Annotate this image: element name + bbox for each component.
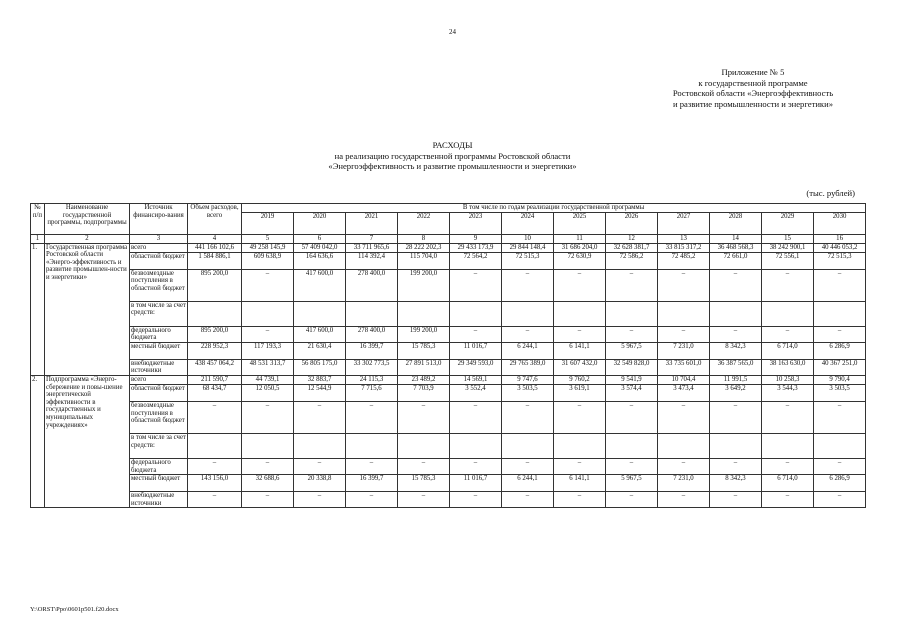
- header-year: 2025: [554, 212, 606, 234]
- year-value: 44 739,1: [242, 375, 294, 384]
- column-number: 6: [294, 234, 346, 243]
- column-number: 11: [554, 234, 606, 243]
- year-value: –: [814, 326, 866, 342]
- year-value: 417 600,0: [294, 326, 346, 342]
- funding-source: в том числе за счет средств:: [130, 433, 188, 458]
- year-value: [762, 433, 814, 458]
- year-value: 3 473,4: [658, 384, 710, 401]
- year-value: –: [658, 401, 710, 433]
- column-number: 3: [130, 234, 188, 243]
- file-path-footer: Y:\ORST\Ppo\0601p501.f20.docx: [30, 606, 119, 613]
- year-value: 33 302 773,5: [346, 359, 398, 375]
- funding-source: безвозмездные поступления в областной бюджет: [130, 401, 188, 433]
- total-volume: 895 200,0: [188, 269, 242, 301]
- year-value: [346, 301, 398, 326]
- year-value: 6 141,1: [554, 342, 606, 359]
- year-value: 6 244,1: [502, 342, 554, 359]
- table-row: [31, 458, 866, 474]
- appendix-line-2: к государственной программе: [698, 77, 808, 88]
- column-number: 9: [450, 234, 502, 243]
- header-name: Наименование государственной программы, подпрограммы: [45, 204, 130, 235]
- year-value: 29 433 173,9: [450, 243, 502, 252]
- year-value: 3 574,4: [606, 384, 658, 401]
- year-value: –: [710, 401, 762, 433]
- year-value: 40 367 251,0: [814, 359, 866, 375]
- year-value: 609 638,9: [242, 252, 294, 269]
- total-volume: 441 166 102,6: [188, 243, 242, 252]
- year-value: –: [814, 401, 866, 433]
- page-number: 24: [449, 28, 456, 36]
- year-value: 199 200,0: [398, 326, 450, 342]
- title-line-3: «Энергоэффективность и развитие промышленности и энергетики»: [328, 161, 577, 172]
- year-value: –: [554, 269, 606, 301]
- year-value: [502, 301, 554, 326]
- year-value: –: [294, 458, 346, 474]
- year-value: –: [294, 492, 346, 508]
- year-value: 32 688,6: [242, 475, 294, 492]
- year-value: –: [606, 401, 658, 433]
- year-value: –: [658, 458, 710, 474]
- year-value: –: [242, 401, 294, 433]
- year-value: 10 704,4: [658, 375, 710, 384]
- year-value: 6 141,1: [554, 475, 606, 492]
- year-value: –: [502, 458, 554, 474]
- year-value: –: [242, 269, 294, 301]
- year-value: 15 785,3: [398, 342, 450, 359]
- year-value: 38 163 630,0: [762, 359, 814, 375]
- units-label: (тыс. рублей): [806, 188, 855, 198]
- header-year: 2029: [762, 212, 814, 234]
- year-value: 32 628 381,7: [606, 243, 658, 252]
- year-value: 28 222 202,3: [398, 243, 450, 252]
- year-value: 72 515,3: [814, 252, 866, 269]
- year-value: 6 286,9: [814, 475, 866, 492]
- year-value: 9 541,9: [606, 375, 658, 384]
- header-year: 2028: [710, 212, 762, 234]
- header-year: 2024: [502, 212, 554, 234]
- year-value: –: [710, 492, 762, 508]
- year-value: [658, 433, 710, 458]
- year-value: –: [398, 492, 450, 508]
- year-value: 57 409 042,0: [294, 243, 346, 252]
- column-number: 12: [606, 234, 658, 243]
- funding-source: областной бюджет: [130, 384, 188, 401]
- year-value: –: [762, 492, 814, 508]
- year-value: –: [502, 269, 554, 301]
- table-row: [31, 326, 866, 342]
- funding-source: всего: [130, 375, 188, 384]
- table-row: [31, 401, 866, 433]
- year-value: 6 714,0: [762, 475, 814, 492]
- year-value: 24 115,3: [346, 375, 398, 384]
- year-value: –: [606, 492, 658, 508]
- year-value: 6 244,1: [502, 475, 554, 492]
- year-value: 72 564,2: [450, 252, 502, 269]
- year-value: 15 785,3: [398, 475, 450, 492]
- total-volume: 228 952,3: [188, 342, 242, 359]
- funding-source: внебюджетные источники: [130, 359, 188, 375]
- header-volume: Объем расходов, всего: [188, 204, 242, 235]
- year-value: [450, 433, 502, 458]
- year-value: –: [658, 492, 710, 508]
- year-value: 6 714,0: [762, 342, 814, 359]
- year-value: [398, 301, 450, 326]
- year-value: [242, 301, 294, 326]
- year-value: 3 503,5: [814, 384, 866, 401]
- header-year: 2030: [814, 212, 866, 234]
- year-value: –: [346, 492, 398, 508]
- year-value: 417 600,0: [294, 269, 346, 301]
- year-value: 48 531 313,7: [242, 359, 294, 375]
- total-volume: –: [188, 458, 242, 474]
- section-number: 1.: [31, 243, 45, 375]
- funding-source: областной бюджет: [130, 252, 188, 269]
- year-value: –: [606, 458, 658, 474]
- total-volume: 895 200,0: [188, 326, 242, 342]
- year-value: 33 735 601,0: [658, 359, 710, 375]
- year-value: 16 399,7: [346, 342, 398, 359]
- funding-source: местный бюджет: [130, 475, 188, 492]
- column-number: 13: [658, 234, 710, 243]
- year-value: –: [606, 326, 658, 342]
- year-value: [554, 433, 606, 458]
- year-value: 9 790,4: [814, 375, 866, 384]
- year-value: 5 967,5: [606, 342, 658, 359]
- document-title: [200, 140, 705, 172]
- appendix-line-4: и развитие промышленности и энергетики»: [672, 98, 833, 109]
- table-row: [31, 475, 866, 492]
- year-value: 29 349 593,0: [450, 359, 502, 375]
- year-value: –: [450, 458, 502, 474]
- year-value: –: [346, 458, 398, 474]
- year-value: –: [450, 269, 502, 301]
- title-line-2: на реализацию государственной программы Ростовской области: [334, 150, 571, 161]
- table-row: [31, 301, 866, 326]
- year-value: –: [346, 401, 398, 433]
- year-value: –: [814, 492, 866, 508]
- year-value: –: [450, 492, 502, 508]
- table-row: [31, 359, 866, 375]
- year-value: 40 446 053,2: [814, 243, 866, 252]
- year-value: –: [814, 269, 866, 301]
- total-volume: [188, 433, 242, 458]
- year-value: 11 016,7: [450, 342, 502, 359]
- year-value: –: [554, 492, 606, 508]
- year-value: [294, 433, 346, 458]
- header-year: 2026: [606, 212, 658, 234]
- year-value: –: [762, 269, 814, 301]
- year-value: [814, 301, 866, 326]
- section-number: 2.: [31, 375, 45, 507]
- table-row: [31, 269, 866, 301]
- total-volume: 143 156,0: [188, 475, 242, 492]
- year-value: 114 392,4: [346, 252, 398, 269]
- funding-source: всего: [130, 243, 188, 252]
- year-value: 16 399,7: [346, 475, 398, 492]
- year-value: 72 630,9: [554, 252, 606, 269]
- column-number: 1: [31, 234, 45, 243]
- header-years-group: В том числе по годам реализации государственной программы: [242, 204, 866, 213]
- year-value: 14 569,1: [450, 375, 502, 384]
- year-value: 12 050,5: [242, 384, 294, 401]
- year-value: –: [398, 401, 450, 433]
- year-value: 278 400,0: [346, 269, 398, 301]
- year-value: 11 991,5: [710, 375, 762, 384]
- year-value: 31 607 432,0: [554, 359, 606, 375]
- year-value: 12 544,9: [294, 384, 346, 401]
- year-value: 3 649,2: [710, 384, 762, 401]
- year-value: –: [710, 326, 762, 342]
- title-line-1: РАСХОДЫ: [432, 140, 473, 150]
- table-row: [31, 342, 866, 359]
- header-no: № п/п: [31, 204, 45, 235]
- year-value: –: [710, 458, 762, 474]
- appendix-line-1: Приложение № 5: [721, 67, 785, 77]
- year-value: 29 765 389,0: [502, 359, 554, 375]
- table-row: [31, 433, 866, 458]
- column-number: 7: [346, 234, 398, 243]
- year-value: –: [242, 326, 294, 342]
- header-year: 2022: [398, 212, 450, 234]
- year-value: [554, 301, 606, 326]
- year-value: 8 342,3: [710, 342, 762, 359]
- total-volume: [188, 301, 242, 326]
- year-value: [762, 301, 814, 326]
- column-number: 8: [398, 234, 450, 243]
- year-value: 21 630,4: [294, 342, 346, 359]
- year-value: –: [398, 458, 450, 474]
- year-value: 20 338,8: [294, 475, 346, 492]
- year-value: 3 552,4: [450, 384, 502, 401]
- year-value: –: [450, 401, 502, 433]
- year-value: –: [658, 269, 710, 301]
- header-year: 2023: [450, 212, 502, 234]
- year-value: [346, 433, 398, 458]
- year-value: –: [606, 269, 658, 301]
- table-row: [31, 375, 866, 384]
- year-value: 29 844 148,4: [502, 243, 554, 252]
- year-value: –: [554, 401, 606, 433]
- expenses-table: [30, 203, 866, 508]
- year-value: 23 489,2: [398, 375, 450, 384]
- funding-source: местный бюджет: [130, 342, 188, 359]
- year-value: [710, 301, 762, 326]
- column-number: 10: [502, 234, 554, 243]
- year-value: [658, 301, 710, 326]
- year-value: [606, 433, 658, 458]
- total-volume: –: [188, 492, 242, 508]
- column-number: 14: [710, 234, 762, 243]
- year-value: [294, 301, 346, 326]
- year-value: 8 342,3: [710, 475, 762, 492]
- year-value: 72 556,1: [762, 252, 814, 269]
- year-value: 10 258,3: [762, 375, 814, 384]
- year-value: 6 286,9: [814, 342, 866, 359]
- column-number: 5: [242, 234, 294, 243]
- year-value: 117 193,3: [242, 342, 294, 359]
- column-number: 15: [762, 234, 814, 243]
- year-value: 72 586,2: [606, 252, 658, 269]
- funding-source: федерального бюджета: [130, 326, 188, 342]
- total-volume: 211 590,7: [188, 375, 242, 384]
- year-value: 164 636,6: [294, 252, 346, 269]
- year-value: 72 515,3: [502, 252, 554, 269]
- year-value: 7 703,9: [398, 384, 450, 401]
- program-name: Государственная программа Ростовской области «Энерго-эффективность и развитие промышлен-ности и энергетики»: [45, 243, 130, 375]
- year-value: 32 883,7: [294, 375, 346, 384]
- table-row: [31, 243, 866, 252]
- year-value: –: [658, 326, 710, 342]
- program-name: Подпрограмма «Энерго-сбережение и повы-шение энергетической эффективности в государственных и муниципальных учреждениях»: [45, 375, 130, 507]
- total-volume: 68 434,7: [188, 384, 242, 401]
- year-value: 33 815 317,2: [658, 243, 710, 252]
- year-value: –: [762, 458, 814, 474]
- header-year: 2021: [346, 212, 398, 234]
- year-value: 199 200,0: [398, 269, 450, 301]
- year-value: [606, 301, 658, 326]
- year-value: –: [710, 269, 762, 301]
- year-value: 11 016,7: [450, 475, 502, 492]
- year-value: –: [554, 326, 606, 342]
- header-year: 2020: [294, 212, 346, 234]
- year-value: 115 704,0: [398, 252, 450, 269]
- year-value: –: [242, 492, 294, 508]
- year-value: 56 805 175,0: [294, 359, 346, 375]
- funding-source: федерального бюджета: [130, 458, 188, 474]
- year-value: [502, 433, 554, 458]
- year-value: 36 387 565,0: [710, 359, 762, 375]
- year-value: 3 544,3: [762, 384, 814, 401]
- year-value: [450, 301, 502, 326]
- year-value: 72 485,2: [658, 252, 710, 269]
- year-value: –: [242, 458, 294, 474]
- year-value: 27 891 513,0: [398, 359, 450, 375]
- year-value: 31 686 204,0: [554, 243, 606, 252]
- appendix-block: [640, 67, 866, 109]
- year-value: 33 711 965,6: [346, 243, 398, 252]
- column-number: 4: [188, 234, 242, 243]
- year-value: –: [502, 326, 554, 342]
- year-value: [242, 433, 294, 458]
- table-row: [31, 384, 866, 401]
- header-year: 2019: [242, 212, 294, 234]
- column-number: 2: [45, 234, 130, 243]
- year-value: 3 619,1: [554, 384, 606, 401]
- column-number: 16: [814, 234, 866, 243]
- header-year: 2027: [658, 212, 710, 234]
- header-source: Источник финансиро-вания: [130, 204, 188, 235]
- total-volume: 1 584 886,1: [188, 252, 242, 269]
- year-value: 7 231,0: [658, 342, 710, 359]
- funding-source: внебюджетные источники: [130, 492, 188, 508]
- year-value: [814, 433, 866, 458]
- year-value: 3 503,5: [502, 384, 554, 401]
- appendix-line-3: Ростовской области «Энергоэффективность: [672, 88, 834, 99]
- year-value: [710, 433, 762, 458]
- year-value: 9 760,2: [554, 375, 606, 384]
- table-row: [31, 492, 866, 508]
- year-value: 49 258 145,9: [242, 243, 294, 252]
- funding-source: безвозмездные поступления в областной бюджет: [130, 269, 188, 301]
- year-value: –: [762, 401, 814, 433]
- total-volume: 438 457 064,2: [188, 359, 242, 375]
- year-value: –: [814, 458, 866, 474]
- year-value: 7 231,0: [658, 475, 710, 492]
- year-value: 32 549 828,0: [606, 359, 658, 375]
- year-value: –: [294, 401, 346, 433]
- year-value: –: [502, 492, 554, 508]
- year-value: 5 967,5: [606, 475, 658, 492]
- year-value: –: [554, 458, 606, 474]
- year-value: 278 400,0: [346, 326, 398, 342]
- year-value: 7 715,6: [346, 384, 398, 401]
- year-value: 38 242 900,1: [762, 243, 814, 252]
- year-value: 36 468 568,3: [710, 243, 762, 252]
- funding-source: в том числе за счет средств:: [130, 301, 188, 326]
- year-value: [398, 433, 450, 458]
- table-row: [31, 252, 866, 269]
- year-value: 9 747,6: [502, 375, 554, 384]
- year-value: –: [502, 401, 554, 433]
- total-volume: –: [188, 401, 242, 433]
- year-value: 72 661,0: [710, 252, 762, 269]
- year-value: –: [762, 326, 814, 342]
- year-value: –: [450, 326, 502, 342]
